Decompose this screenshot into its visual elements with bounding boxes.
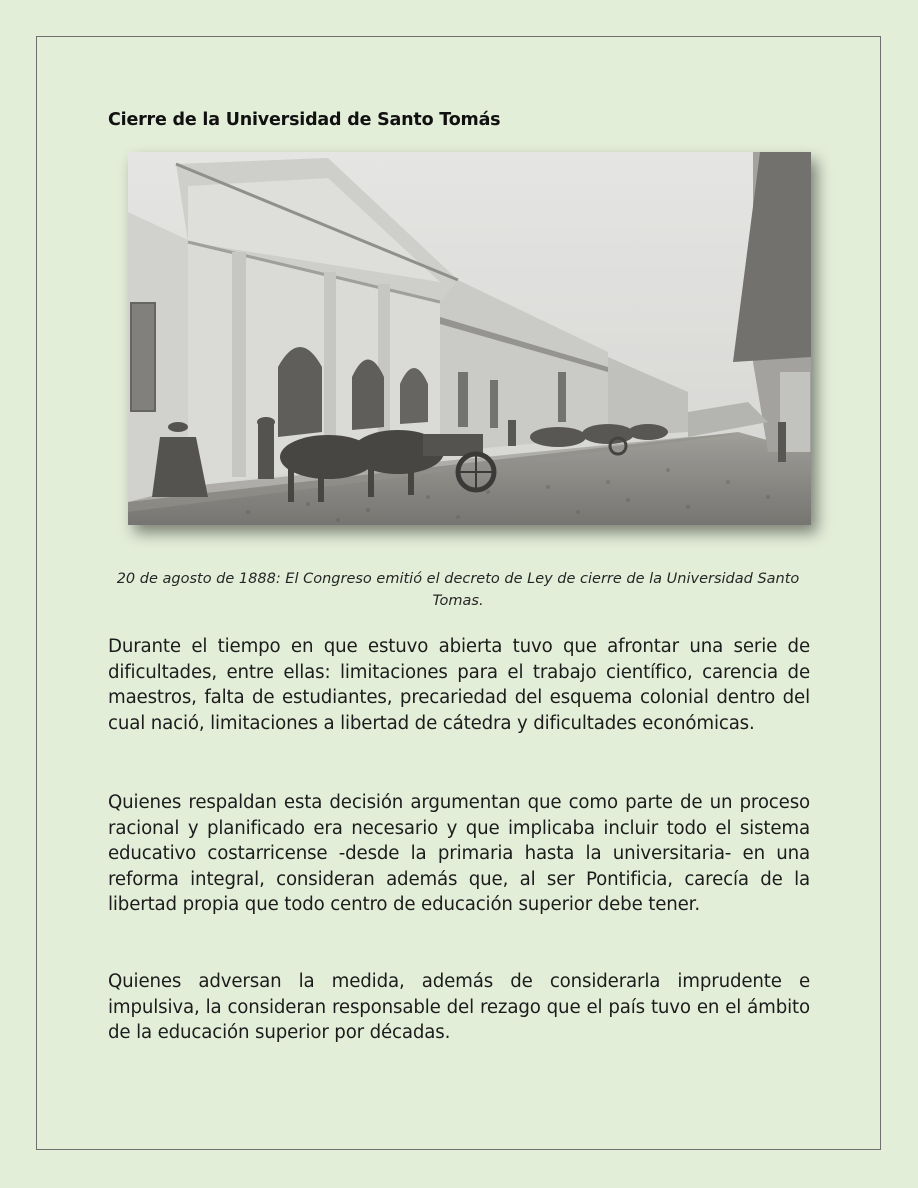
paragraph-3: Quienes adversan la medida, además de considerarla imprudente e impulsiva, la consideran responsable del rezago que el país tuvo en el ámbito de la educación superior por décadas.: [108, 971, 810, 1044]
historic-photo: [128, 152, 811, 525]
document-title: Cierre de la Universidad de Santo Tomás: [108, 110, 501, 130]
paragraph-2: Quienes respaldan esta decisión argumentan que como parte de un proceso racional y planificado era necesario y que implicaba incluir todo el sistema educativo costarricense -desde la primaria hasta la universitaria- en una reforma integral, consideran además que, al ser Pontificia, carecía de la libertad propia que todo centro de educación superior debe tener.: [108, 792, 810, 916]
street-scene-illustration: [128, 152, 811, 525]
photo-caption: 20 de agosto de 1888: El Congreso emitió el decreto de Ley de cierre de la Universidad Santo Tomas.: [116, 571, 800, 609]
paragraph-1: Durante el tiempo en que estuvo abierta tuvo que afrontar una serie de dificultades, entre ellas: limitaciones para el trabajo científico, carencia de maestros, falta de estudiantes, precariedad del esquema colonial dentro del cual nació, limitaciones a libertad de cátedra y dificultades económicas.: [108, 636, 810, 734]
